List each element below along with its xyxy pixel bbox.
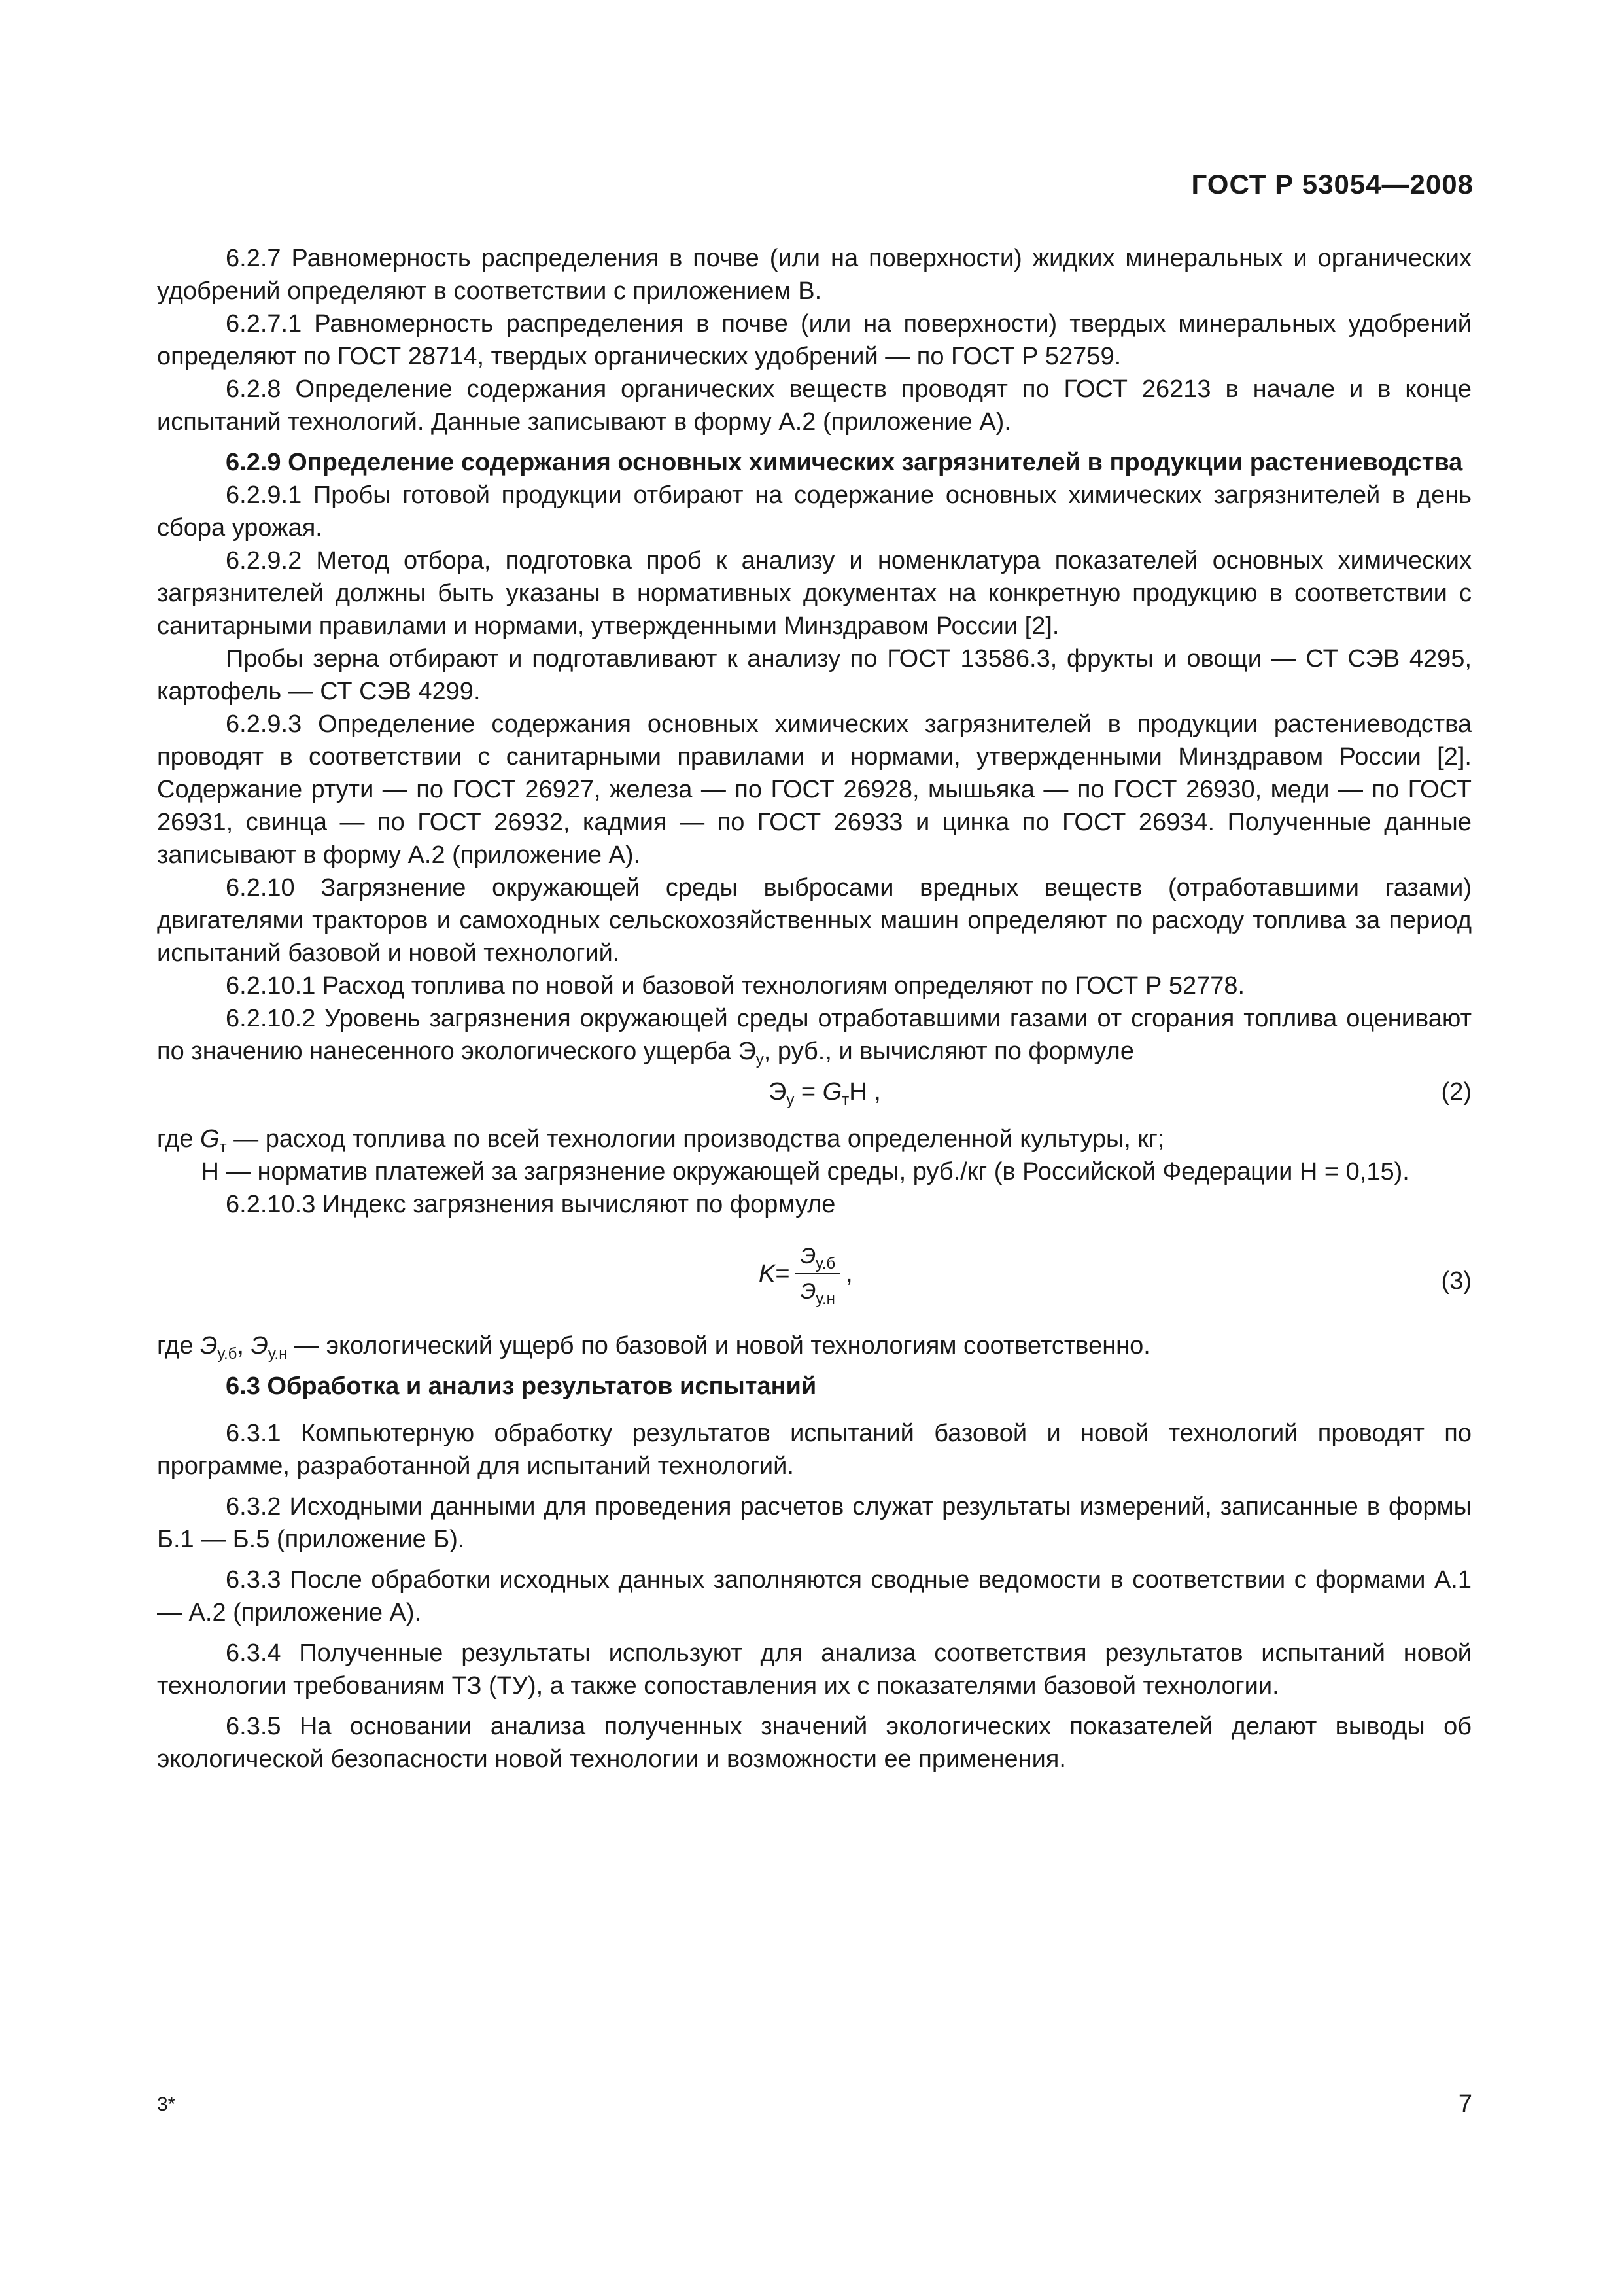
formula-3-denominator xyxy=(795,1274,840,1306)
paragraph-6-2-10: 6.2.10 Загрязнение окружающей среды выбросами вредных веществ (отработавшими газами) двигателями тракторов и самоходных сельскохозяйственных машин определяют по расходу топлива за период испытаний базовой и новой технологий. xyxy=(157,874,1472,967)
formula-2-number: (2) xyxy=(1441,1078,1472,1106)
formula-3-tail: , xyxy=(846,1260,853,1288)
where-3-sub-1: у.б xyxy=(217,1345,237,1363)
formula-3-den-sub: у.н xyxy=(816,1290,835,1308)
page-number: 7 xyxy=(1458,2090,1472,2118)
paragraph-6-2-10-2 xyxy=(157,1002,1472,1068)
formula-3-numerator xyxy=(795,1242,841,1274)
paragraph-6-2-10-2-text-a: 6.2.10.2 Уровень загрязнения окружающей среды отработавшими газами от сгорания топлива оценивают по значению нанесенного экологического ущерба Э xyxy=(157,1005,1472,1065)
paragraph-6-2-8: 6.2.8 Определение содержания органических веществ проводят по ГОСТ 26213 в начале и в конце испытаний технологий. Данные записывают в форму А.2 (приложение А). xyxy=(157,376,1472,436)
paragraph-6-3-2: 6.3.2 Исходными данными для проведения расчетов служат результаты измерений, записанные в формы Б.1 — Б.5 (приложение Б). xyxy=(157,1493,1472,1553)
paragraph-6-2-9-2: 6.2.9.2 Метод отбора, подготовка проб к анализу и номенклатура показателей основных химических загрязнителей должны быть указаны в нормативных документах на конкретную продукцию в соответствии с санитарными правилами и нормами, утвержденными Минздравом России [2]. xyxy=(157,547,1472,640)
where-g-symbol: G xyxy=(200,1125,220,1153)
paragraph-6-2-9-2-samples: Пробы зерна отбирают и подготавливают к анализу по ГОСТ 13586.3, фрукты и овощи — СТ СЭВ 4295, картофель — СТ СЭВ 4299. xyxy=(157,645,1472,705)
heading-6-3: 6.3 Обработка и анализ результатов испытаний xyxy=(226,1373,817,1400)
formula-3-number: (3) xyxy=(1441,1267,1472,1295)
formula-3-den-symbol: Э xyxy=(800,1279,816,1304)
where-3-definition xyxy=(157,1329,1472,1362)
paragraph-6-3-1: 6.3.1 Компьютерную обработку результатов испытаний базовой и новой технологий проводят по программе, разработанной для испытаний технологий. xyxy=(157,1420,1472,1480)
formula-3 xyxy=(157,1235,1472,1327)
signature-mark: 3* xyxy=(157,2094,176,2115)
formula-3-num-symbol: Э xyxy=(800,1244,816,1269)
where-h-definition xyxy=(157,1155,1472,1188)
page-body xyxy=(157,242,1472,1776)
paragraph-6-2-9-3: 6.2.9.3 Определение содержания основных химических загрязнителей в продукции растениеводства проводят в соответствии с санитарными правилами и нормами, утвержденными Минздравом России [2]. Содержание ртути — по ГОСТ 26927, железа — по ГОСТ 26928, мышьяка — по ГОСТ 26930, меди — по ГОСТ 26931, свинца — по ГОСТ 26932, кадмия — по ГОСТ 26933 и цинка по ГОСТ 26934. Полученные данные записывают в форму А.2 (приложение А). xyxy=(157,710,1472,869)
where-h-text: — норматив платежей за загрязнение окружающей среды, руб./кг (в Российской Федерации Н = 0,15). xyxy=(226,1158,1409,1185)
formula-3-fraction xyxy=(795,1242,841,1306)
formula-2-lhs: Э xyxy=(769,1078,787,1106)
paragraph-6-2-10-1: 6.2.10.1 Расход топлива по новой и базовой технологиям определяют по ГОСТ Р 52778. xyxy=(226,972,1245,1000)
where-3-sub-2: у.н xyxy=(268,1345,288,1363)
paragraph-6-2-7: 6.2.7 Равномерность распределения в почве (или на поверхности) жидких минеральных и органических удобрений определяют в соответствии с приложением В. xyxy=(157,245,1472,305)
formula-2-g-sub: т xyxy=(842,1091,850,1109)
formula-2-g: G xyxy=(822,1078,842,1106)
formula-3-num-sub: у.б xyxy=(816,1255,836,1272)
damage-subscript: у xyxy=(755,1051,764,1068)
formula-2-expression xyxy=(769,1076,881,1108)
where-g-definition xyxy=(157,1123,1472,1155)
where-h-symbol: Н xyxy=(201,1158,219,1185)
formula-3-lhs: K xyxy=(759,1260,776,1288)
paragraph-6-2-10-2-text-b: , руб., и вычисляют по формуле xyxy=(763,1038,1134,1065)
formula-2-lhs-sub: у xyxy=(786,1091,795,1109)
where-label: где xyxy=(157,1125,194,1153)
paragraph-6-2-7-1: 6.2.7.1 Равномерность распределения в почве (или на поверхности) твердых минеральных удобрений определяют по ГОСТ 28714, твердых органических удобрений — по ГОСТ Р 52759. xyxy=(157,310,1472,370)
formula-3-expression xyxy=(759,1242,853,1306)
formula-3-eq: = xyxy=(775,1260,790,1288)
paragraph-6-2-9-1: 6.2.9.1 Пробы готовой продукции отбирают на содержание основных химических загрязнителей в день сбора урожая. xyxy=(157,482,1472,542)
where-g-text: — расход топлива по всей технологии производства определенной культуры, кг; xyxy=(226,1125,1165,1153)
where-3-text: — экологический ущерб по базовой и новой технологиям соответственно. xyxy=(287,1332,1150,1359)
paragraph-6-2-10-3: 6.2.10.3 Индекс загрязнения вычисляют по формуле xyxy=(226,1191,836,1218)
where-3-label: где xyxy=(157,1332,201,1359)
paragraph-6-3-5: 6.3.5 На основании анализа полученных значений экологических показателей делают выводы об экологической безопасности новой технологии и возможности ее применения. xyxy=(157,1713,1472,1773)
formula-2-eq: = xyxy=(794,1078,823,1106)
formula-2-h: Н , xyxy=(849,1078,881,1106)
paragraph-6-3-3: 6.3.3 После обработки исходных данных заполняются сводные ведомости в соответствии с формами А.1 — А.2 (приложение А). xyxy=(157,1566,1472,1626)
where-3-symbol-2: Э xyxy=(251,1332,268,1359)
where-3-comma: , xyxy=(237,1332,251,1359)
paragraph-6-3-4: 6.3.4 Полученные результаты используют для анализа соответствия результатов испытаний новой технологии требованиям ТЗ (ТУ), а также сопоставления их с показателями базовой технологии. xyxy=(157,1639,1472,1700)
heading-6-2-9: 6.2.9 Определение содержания основных химических загрязнителей в продукции растениеводства xyxy=(226,449,1463,476)
where-g-sub: т xyxy=(219,1138,227,1156)
formula-2 xyxy=(157,1074,1472,1113)
document-number: ГОСТ Р 53054—2008 xyxy=(1191,169,1474,200)
where-3-symbol-1: Э xyxy=(200,1332,218,1359)
